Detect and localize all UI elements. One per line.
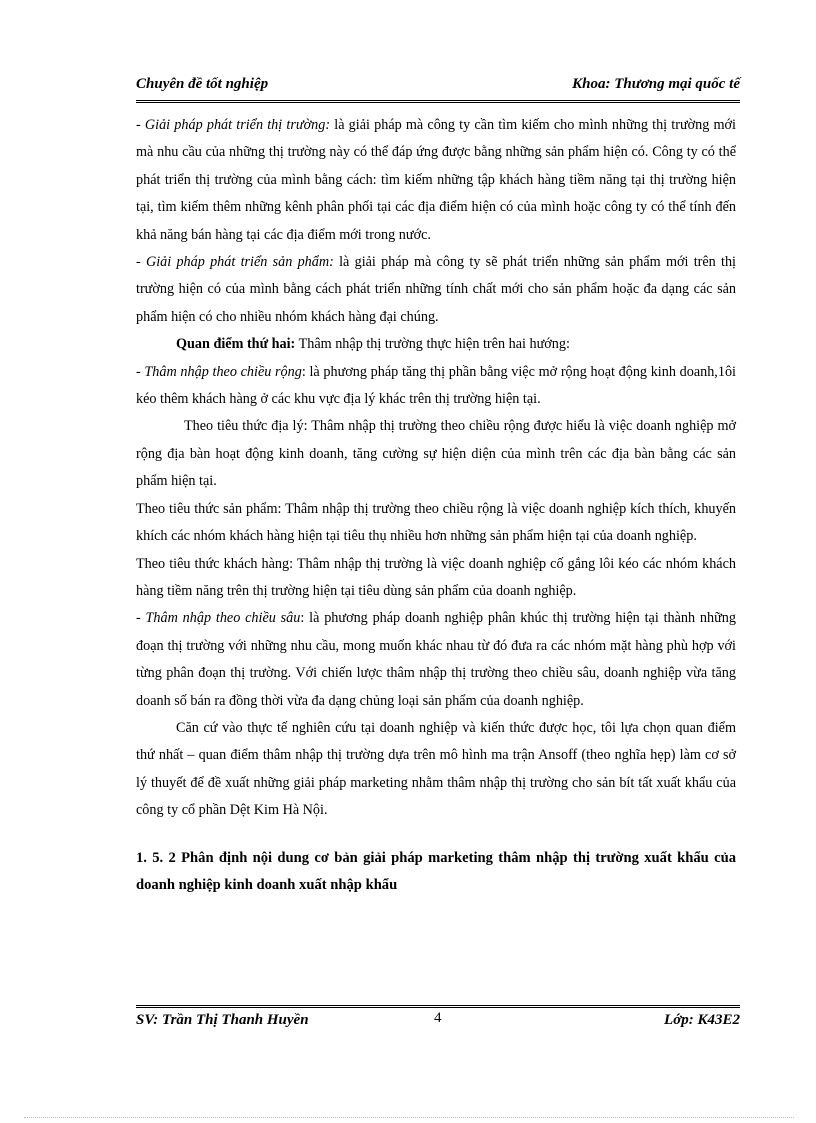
paragraph-market-development: - Giải pháp phát triển thị trường: là giải pháp mà công ty cần tìm kiếm cho mình những thị trường mới mà nhu cầu của những thị trường này có thể đáp ứng được bằng những sản phẩm hiện có. Công ty có thể phát triển thị trường của mình bằng cách: tìm kiếm những tập khách hàng tiềm năng tại thị trường hiện tại, tìm kiếm thêm những kênh phân phối tại các địa điểm hiện có của mình hoặc công ty có thể tính đến khả năng bán hàng tại các địa điểm mới trong nước. bbox=[136, 117, 736, 243]
page-header bbox=[136, 76, 740, 96]
paragraph-geographic-criterion: Theo tiêu thức địa lý: Thâm nhập thị trường theo chiều rộng được hiểu là việc doanh nghiệp mở rộng địa bàn hoạt động kinh doanh, tăng cường sự hiện diện của mình trên các địa bàn bằng các sản phẩm hiện tại. bbox=[136, 418, 736, 490]
paragraph-customer-criterion: Theo tiêu thức khách hàng: Thâm nhập thị trường là việc doanh nghiệp cố gắng lôi kéo các nhóm khách hàng tiềm năng trên thị trường hiện tại tiêu dùng sản phẩm của doanh nghiệp. bbox=[136, 555, 736, 599]
paragraph-product-criterion: Theo tiêu thức sản phẩm: Thâm nhập thị trường theo chiều rộng là việc doanh nghiệp kích thích, khuyến khích các nhóm khách hàng hiện tại tiêu thụ nhiều hơn những sản phẩm hiện tại của doanh nghiệp. bbox=[136, 500, 736, 545]
spacer bbox=[136, 825, 736, 845]
term-second-view: Quan điểm thứ hai: bbox=[176, 336, 296, 353]
paragraph-product-development: - Giải pháp phát triển sản phẩm: là giải pháp mà công ty sẽ phát triển những sản phẩm mới trên thị trường hiện có của mình bằng cách phát triển những tính chất mới cho sản phẩm hoặc đa dạng các sản phẩm hiện có cho nhiều nhóm khách hàng đại chúng. bbox=[136, 254, 736, 325]
footer-student-name: SV: Trần Thị Thanh Huyền bbox=[136, 1012, 309, 1028]
body-text bbox=[136, 112, 736, 899]
term-product-development: - Giải pháp phát triển sản phẩm: bbox=[136, 254, 334, 271]
section-heading: 1. 5. 2 Phân định nội dung cơ bản giải pháp marketing thâm nhập thị trường xuất khẩu của doanh nghiệp kinh doanh xuất nhập khẩu bbox=[136, 849, 736, 893]
page-footer bbox=[136, 1012, 740, 1032]
header-right-faculty: Khoa: Thương mại quốc tế bbox=[572, 76, 740, 92]
page-number: 4 bbox=[434, 1010, 442, 1026]
header-rule bbox=[136, 100, 740, 103]
term-breadth-penetration: - Thâm nhập theo chiều rộng bbox=[136, 363, 302, 380]
paragraph-breadth-penetration: - Thâm nhập theo chiều rộng: là phương pháp tăng thị phần bằng việc mở rộng hoạt động kinh doanh,1ôi kéo thêm khách hàng ở các khu vực địa lý khác trên thị trường hiện tại. bbox=[136, 363, 736, 408]
term-market-development: - Giải pháp phát triển thị trường: bbox=[136, 117, 331, 133]
term-depth-penetration: - Thâm nhập theo chiều sâu bbox=[136, 610, 301, 627]
header-left-title: Chuyên đề tốt nghiệp bbox=[136, 76, 269, 92]
paragraph-second-view: Quan điểm thứ hai: Thâm nhập thị trường thực hiện trên hai hướng: bbox=[176, 336, 570, 353]
paragraph-depth-penetration: - Thâm nhập theo chiều sâu: là phương pháp doanh nghiệp phân khúc thị trường hiện tại thành những đoạn thị trường với những nhu cầu, mong muốn khác nhau từ đó đưa ra các nhóm mặt hàng phù hợp với từng phân đoạn thị trường. Với chiến lược thâm nhập thị trường theo chiều sâu, doanh nghiệp vừa tăng doanh số bán ra đồng thời vừa đa dạng chủng loại sản phẩm của doanh nghiệp. bbox=[136, 610, 736, 709]
footer-class: Lớp: K43E2 bbox=[664, 1012, 740, 1028]
paragraph-conclusion: Căn cứ vào thực tế nghiên cứu tại doanh nghiệp và kiến thức được học, tôi lựa chọn quan điểm thứ nhất – quan điểm thâm nhập thị trường dựa trên mô hình ma trận Ansoff (theo nghĩa hẹp) làm cơ sở lý thuyết để đề xuất những giải pháp marketing nhằm thâm nhập thị trường cho sản bít tất xuất khẩu của công ty cổ phần Dệt Kim Hà Nội. bbox=[136, 719, 736, 819]
footer-rule bbox=[136, 1005, 740, 1008]
page-bottom-divider bbox=[24, 1117, 794, 1118]
